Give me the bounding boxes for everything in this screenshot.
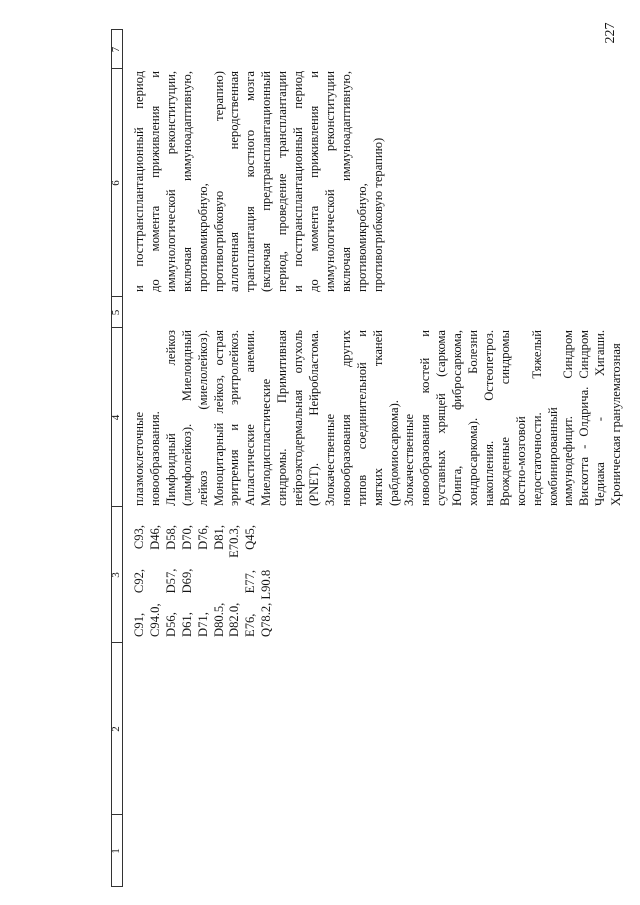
column-number: 5 (110, 309, 122, 316)
diagnosis-line: Чедиака - Хигаши. (593, 330, 608, 506)
diagnosis-line: Вискотта - Олдрича. Синдром (577, 330, 592, 506)
header-row-rule (122, 29, 123, 887)
diagnosis-line: типов соединительной и (354, 330, 369, 506)
treatment-line: противомикробную, (354, 183, 369, 292)
treatment-line: иммунологической реконституции, (163, 71, 178, 292)
diagnosis-line: костно-мозговой (513, 416, 528, 506)
diagnosis-line: Врожденные синдромы (497, 330, 512, 506)
diagnosis-line: новообразования костей и (418, 330, 433, 506)
treatment-line: до момента приживления и (306, 71, 321, 292)
diagnosis-line: Моноцитарный лейкоз, острая (211, 330, 226, 506)
diagnosis-line: накопления. Остеопетроз. (481, 330, 496, 506)
icd-code-line: D61, D69, D70, (179, 525, 194, 637)
icd-code-line: D82.0, E70.3, (227, 525, 242, 637)
treatment-line: и посттрансплантационный период (132, 71, 146, 292)
diagnosis-line: Хроническая гранулематозная (609, 343, 624, 506)
diagnosis-cell (132, 330, 625, 506)
diagnosis-line: суставных хрящей (саркома (434, 330, 449, 506)
treatment-line: противомикробную, (195, 183, 210, 292)
diagnosis-line: лейкоз (миелолейкоз). (195, 330, 210, 506)
diagnosis-line: новообразования. (147, 411, 162, 506)
icd-code-line: C91, C92, C93, (132, 525, 146, 637)
icd-code-line: D56, D57, D58, (163, 525, 178, 637)
treatment-line: включая иммуноадаптивную, (338, 71, 353, 292)
treatment-line: включая иммуноадаптивную, (179, 71, 194, 292)
diagnosis-line: недостаточности. Тяжелый (529, 330, 544, 506)
diagnosis-line: Лимфоидный лейкоз (163, 330, 178, 506)
diagnosis-line: (лимфолейкоз). Миелоидный (179, 330, 194, 506)
treatment-line: противогрибковую терапию) (211, 71, 226, 292)
icd-code-line: Q78.2, L90.8 (259, 569, 274, 637)
treatment-cell (132, 71, 387, 292)
diagnosis-line: Юинга, фибросаркома, (450, 330, 465, 506)
column-number: 3 (110, 572, 122, 578)
treatment-line: трансплантация костного мозга (243, 71, 258, 292)
icd-code-line: D71, D76, (195, 525, 210, 637)
diagnosis-line: (PNET). Нейробластома. (306, 330, 321, 506)
icd-code-line: D80.5, D81, (211, 525, 226, 637)
treatment-line: аллогенная неродственная (227, 71, 242, 292)
treatment-line: противогрибковую терапию) (370, 137, 385, 292)
diagnosis-line: Злокачественные (402, 413, 417, 506)
diagnosis-line: мягких тканей (370, 330, 385, 506)
column-number: 2 (110, 726, 122, 732)
icd-codes-cell (132, 525, 275, 637)
diagnosis-line: (рабдомиосаркома). (386, 400, 401, 506)
diagnosis-line: Апластические анемии. (243, 330, 258, 506)
treatment-line: (включая предтрансплантационный (259, 71, 274, 292)
treatment-line: период, проведение трансплантации (275, 71, 290, 292)
diagnosis-line: комбинированный (545, 407, 560, 506)
diagnosis-line: хондросаркома). Болезни (466, 330, 481, 506)
column-number: 7 (110, 46, 122, 53)
column-number: 4 (110, 414, 122, 421)
document-table (110, 29, 624, 887)
diagnosis-line: иммунодефицит. Синдром (561, 330, 576, 506)
treatment-line: до момента приживления и (147, 71, 162, 292)
diagnosis-line: новообразования других (338, 330, 353, 506)
treatment-line: и посттрансплантационный период (291, 71, 306, 292)
icd-code-line: C94.0, D46, (147, 525, 162, 637)
diagnosis-line: эритремия и эритролейкоз. (227, 330, 242, 506)
diagnosis-line: нейроэктодермальная опухоль (291, 330, 306, 506)
icd-code-line: E76, E77, Q45, (243, 525, 258, 637)
page-number: 227 (603, 22, 618, 44)
diagnosis-line: синдромы. Примитивная (275, 330, 290, 506)
column-number: 1 (110, 848, 122, 854)
diagnosis-line: плазмоклеточные (132, 411, 146, 506)
diagnosis-line: Злокачественные (322, 413, 337, 506)
treatment-line: иммунологической реконституции (322, 71, 337, 292)
column-number: 6 (110, 180, 122, 186)
diagnosis-line: Миелодиспластические (259, 378, 274, 506)
